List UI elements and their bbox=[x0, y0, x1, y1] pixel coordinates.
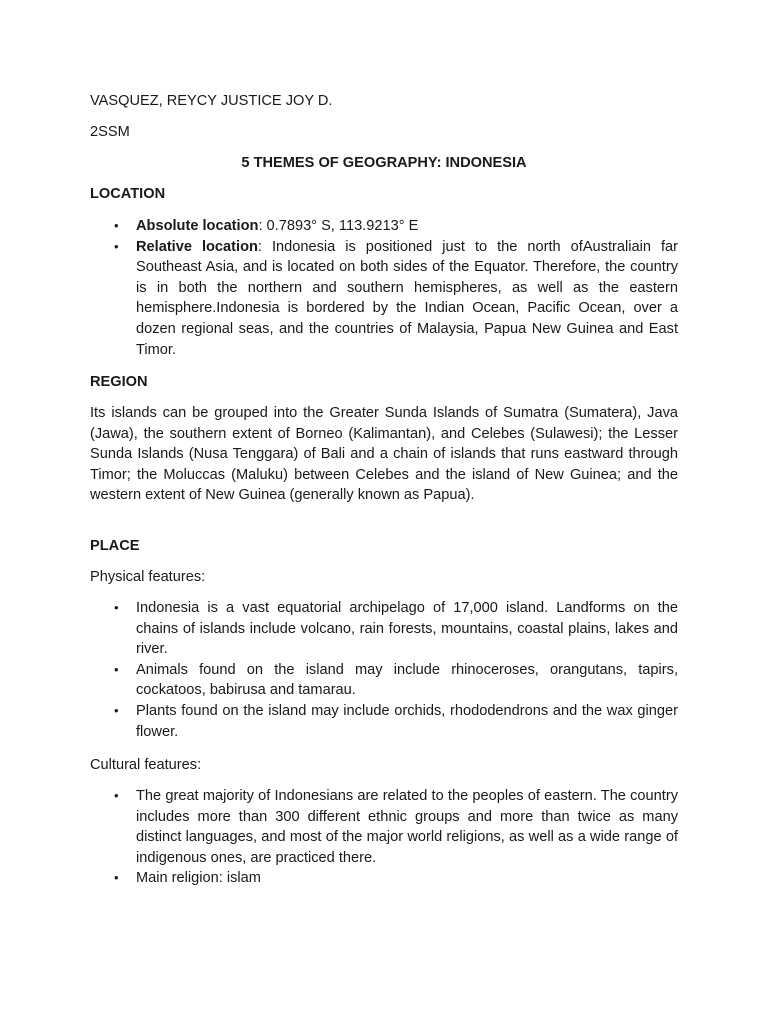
absolute-location-label: Absolute location bbox=[136, 218, 259, 234]
list-item bbox=[90, 868, 678, 889]
relative-location-label: Relative location bbox=[136, 238, 258, 255]
region-heading: REGION bbox=[90, 374, 148, 390]
absolute-location-text: : 0.7893° S, 113.9213° E bbox=[258, 218, 419, 234]
author-name: VASQUEZ, REYCY JUSTICE JOY D. bbox=[90, 93, 333, 109]
bullet-icon: • bbox=[114, 600, 119, 615]
list-item-text: Main religion: islam bbox=[136, 870, 261, 887]
place-heading: PLACE bbox=[90, 538, 140, 554]
section-code: 2SSM bbox=[90, 124, 130, 140]
bullet-icon: • bbox=[114, 788, 119, 803]
list-item bbox=[90, 216, 678, 237]
list-item bbox=[90, 786, 678, 868]
bullet-icon: • bbox=[114, 218, 119, 233]
bullet-icon: • bbox=[114, 702, 119, 718]
physical-features-label: Physical features: bbox=[90, 569, 206, 585]
list-item bbox=[90, 660, 678, 701]
list-item-text: The great majority of Indonesians are related to the peoples of eastern. The country includes more than 300 different ethnic groups and more than twice as many distinct languages, and most of the major world religions, as well as a wide range of indigenous ones, are practiced there. bbox=[136, 788, 678, 866]
list-item-text: Animals found on the island may include rhinoceroses, orangutans, tapirs, cockatoos, babirusa and tamarau. bbox=[136, 661, 678, 699]
list-item bbox=[90, 598, 678, 660]
bullet-icon: • bbox=[114, 870, 119, 886]
location-list bbox=[90, 216, 678, 360]
list-item-text: Indonesia is a vast equatorial archipelago of 17,000 island. Landforms on the chains of islands include volcano, rain forests, mountains, coastal plains, lakes and river. bbox=[136, 600, 678, 658]
region-paragraph: Its islands can be grouped into the Greater Sunda Islands of Sumatra (Sumatera), Java (Jawa), the southern extent of Borneo (Kalimantan), and Celebes (Sulawesi); the Lesser Sunda Islands (Nusa Tenggara) of Bali and a chain of islands that runs eastward through Timor; the Moluccas (Maluku) between Celebes and the island of New Guinea; and the western extent of New Guinea (generally known as Papua). bbox=[90, 405, 678, 504]
bullet-icon: • bbox=[114, 661, 119, 677]
cultural-features-label: Cultural features: bbox=[90, 757, 202, 773]
location-heading: LOCATION bbox=[90, 186, 166, 202]
list-item bbox=[90, 237, 678, 361]
document-title: 5 THEMES OF GEOGRAPHY: INDONESIA bbox=[241, 155, 527, 171]
list-item bbox=[90, 701, 678, 742]
list-item-text: Plants found on the island may include orchids, rhododendrons and the wax ginger flower. bbox=[136, 702, 678, 740]
physical-features-list bbox=[90, 598, 678, 742]
cultural-features-list bbox=[90, 786, 678, 889]
bullet-icon: • bbox=[114, 238, 119, 254]
relative-location-text: : Indonesia is positioned just to the north ofAustraliain far Southeast Asia, and is located on both sides of the Equator. Therefore, the country is in both the northern and southern hemispheres, as well as the eastern hemisphere.Indonesia is bordered by the Indian Ocean, Pacific Ocean, over a dozen regional seas, and the countries of Malaysia, Papua New Guinea and East Timor. bbox=[136, 238, 678, 358]
